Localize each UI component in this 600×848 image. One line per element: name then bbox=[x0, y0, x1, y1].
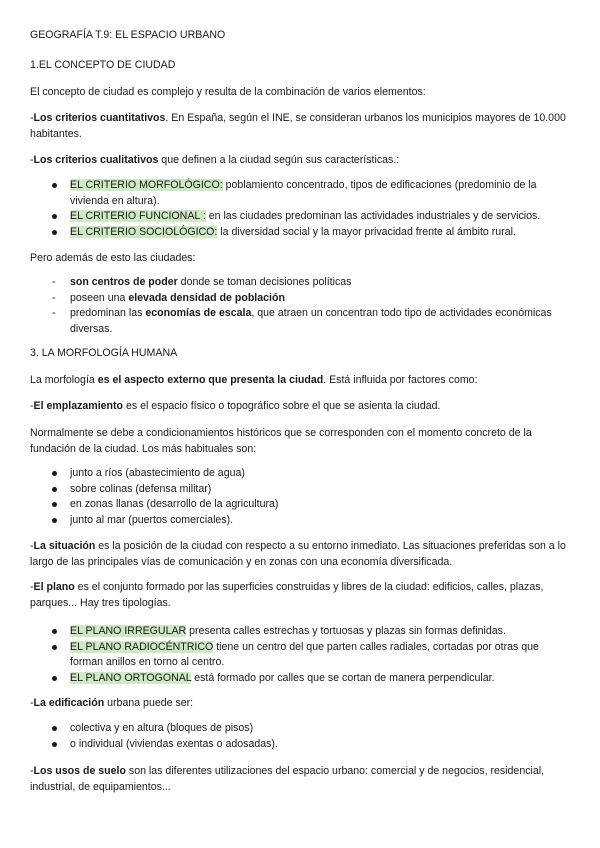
site-types-list bbox=[52, 466, 572, 528]
list-item bbox=[52, 671, 572, 687]
site-paragraph bbox=[30, 399, 575, 415]
document-title bbox=[30, 28, 575, 44]
dash-prefix: - bbox=[30, 765, 34, 777]
qualitative-criteria-paragraph bbox=[30, 153, 575, 169]
highlighted-term: EL PLANO IRREGULAR bbox=[70, 625, 187, 637]
bullet-icon bbox=[52, 466, 57, 476]
bullet-icon bbox=[52, 721, 57, 731]
list-item bbox=[52, 178, 572, 209]
section-3-heading-text: 3. LA MORFOLOGÍA HUMANA bbox=[30, 347, 178, 359]
bold-term: La situación bbox=[33, 540, 96, 552]
bullet-icon bbox=[52, 482, 57, 492]
list-item-text: en las ciudades predominan las actividades industriales y de servicios. bbox=[205, 210, 541, 222]
qualitative-criteria-term: Los criterios cualitativos bbox=[33, 154, 159, 166]
bullet-icon bbox=[52, 178, 57, 188]
bold-term: es el aspecto externo que presenta la ciudad bbox=[97, 374, 324, 386]
morphology-paragraph bbox=[30, 373, 575, 389]
bold-term: El plano bbox=[33, 581, 75, 593]
highlighted-term: EL CRITERIO SOCIOLÓGICO: bbox=[70, 225, 218, 238]
list-item bbox=[52, 513, 572, 529]
bullet-icon bbox=[52, 209, 57, 219]
list-item bbox=[52, 209, 572, 225]
bullet-icon bbox=[52, 737, 57, 747]
section-3-heading bbox=[30, 346, 575, 362]
land-use-paragraph bbox=[30, 764, 575, 795]
qualitative-criteria-text: que definen a la ciudad según sus características.: bbox=[158, 154, 400, 166]
bold-term: economías de escala bbox=[145, 307, 252, 319]
dash-bullet-icon bbox=[52, 306, 56, 322]
list-item bbox=[52, 482, 572, 498]
paragraph-text: . Está influida por factores como: bbox=[323, 374, 478, 386]
list-item-text: donde se toman decisiones políticas bbox=[177, 276, 352, 288]
list-item-text: presenta calles estrechas y tortuosas y plazas sin formas definidas. bbox=[186, 625, 506, 637]
dash-prefix: - bbox=[30, 540, 34, 552]
list-item-text: , que atraen un concentran todo tipo de actividades económicas diversas. bbox=[70, 307, 552, 335]
concept-intro bbox=[30, 85, 575, 101]
dash-bullet-icon bbox=[52, 275, 56, 291]
highlighted-term: EL PLANO ORTOGONAL bbox=[70, 671, 192, 684]
dash-prefix: - bbox=[30, 112, 34, 124]
bold-term: La edificación bbox=[33, 697, 105, 709]
list-item-text: junto a ríos (abastecimiento de agua) bbox=[70, 467, 245, 479]
paragraph-text: es el conjunto formado por las superficies construidas y libres de la ciudad: edificios, calles, plazas, parques... Hay tres tipologías. bbox=[30, 581, 544, 609]
cities-features-list bbox=[52, 275, 572, 337]
concept-intro-text: El concepto de ciudad es complejo y resulta de la combinación de varios elementos: bbox=[30, 86, 426, 98]
list-item bbox=[52, 466, 572, 482]
bullet-icon bbox=[52, 513, 57, 523]
bullet-icon bbox=[52, 640, 57, 650]
section-1-heading bbox=[30, 58, 575, 74]
bold-term: elevada densidad de población bbox=[128, 291, 285, 304]
document-title-text: GEOGRAFÍA T.9: EL ESPACIO URBANO bbox=[30, 29, 226, 41]
list-item-text: la diversidad social y la mayor privacidad frente al ámbito rural. bbox=[217, 225, 516, 238]
bullet-icon bbox=[52, 671, 57, 681]
cities-intro-text: Pero además de esto las ciudades: bbox=[30, 252, 196, 264]
list-item-text: tiene un centro del que parten calles radiales, cortadas por otras que forman anillos en torno al centro. bbox=[70, 640, 539, 668]
building-paragraph bbox=[30, 696, 575, 712]
dash-prefix: - bbox=[30, 154, 34, 166]
bold-term: El emplazamiento bbox=[33, 400, 124, 412]
list-item bbox=[52, 275, 572, 291]
highlighted-term: EL CRITERIO MORFOLÓGICO: bbox=[70, 179, 223, 191]
plan-types-list bbox=[52, 624, 572, 686]
quantitative-criteria-text: . En España, según el INE, se consideran urbanos los municipios mayores de 10.000 habitantes. bbox=[30, 112, 566, 140]
paragraph-text: La morfología bbox=[30, 374, 98, 386]
list-item-text: predominan las bbox=[70, 307, 146, 319]
dash-prefix: - bbox=[30, 697, 34, 709]
paragraph-text: urbana puede ser: bbox=[104, 697, 194, 709]
list-item bbox=[52, 721, 572, 737]
criteria-list bbox=[52, 178, 572, 240]
list-item-text: colectiva y en altura (bloques de pisos) bbox=[70, 722, 254, 734]
list-item-text: poseen una bbox=[70, 291, 129, 304]
highlighted-term: EL PLANO RADIOCÉNTRICO bbox=[70, 640, 214, 653]
dash-prefix: - bbox=[30, 400, 34, 412]
dash-prefix: - bbox=[30, 581, 34, 593]
list-item-text: junto al mar (puertos comerciales). bbox=[70, 513, 234, 526]
list-item bbox=[52, 225, 572, 241]
plan-paragraph bbox=[30, 580, 575, 611]
highlighted-term: EL CRITERIO FUNCIONAL : bbox=[70, 210, 206, 222]
bullet-icon bbox=[52, 624, 57, 634]
list-item bbox=[52, 624, 572, 640]
bold-term: son centros de poder bbox=[70, 276, 178, 288]
list-item-text: o individual (viviendas exentas o adosadas). bbox=[70, 737, 278, 750]
paragraph-text: Normalmente se debe a condicionamientos históricos que se corresponden con el momento concreto de la fundación de la ciudad. Los más habituales son: bbox=[30, 427, 532, 455]
section-1-heading-text: 1.EL CONCEPTO DE CIUDAD bbox=[30, 59, 176, 71]
dash-bullet-icon bbox=[52, 291, 56, 307]
bold-term: Los usos de suelo bbox=[33, 765, 126, 777]
list-item bbox=[52, 291, 572, 307]
list-item bbox=[52, 306, 572, 337]
historical-paragraph bbox=[30, 426, 575, 457]
building-types-list bbox=[52, 721, 572, 752]
list-item bbox=[52, 737, 572, 753]
paragraph-text: son las diferentes utilizaciones del espacio urbano: comercial y de negocios, residencial, industrial, de equipamientos... bbox=[30, 765, 545, 793]
situation-paragraph bbox=[30, 539, 575, 570]
list-item bbox=[52, 640, 572, 671]
quantitative-criteria-paragraph bbox=[30, 111, 575, 142]
bullet-icon bbox=[52, 497, 57, 507]
list-item-text: en zonas llanas (desarrollo de la agricultura) bbox=[70, 498, 279, 510]
list-item-text: poblamiento concentrado, tipos de edificaciones (predominio de la vivienda en altura). bbox=[70, 179, 537, 207]
quantitative-criteria-term: Los criterios cuantitativos bbox=[33, 112, 166, 124]
list-item-text: está formado por calles que se cortan de manera perpendicular. bbox=[191, 671, 495, 684]
bullet-icon bbox=[52, 225, 57, 235]
paragraph-text: es la posición de la ciudad con respecto a su entorno inmediato. Las situaciones preferidas son a lo largo de las principales vías de comunicación y en zonas con una economía diversificada. bbox=[30, 540, 566, 568]
paragraph-text: es el espacio físico o topográfico sobre el que se asienta la ciudad. bbox=[123, 400, 441, 412]
cities-intro bbox=[30, 251, 575, 267]
list-item bbox=[52, 497, 572, 513]
list-item-text: sobre colinas (defensa militar) bbox=[70, 482, 212, 495]
